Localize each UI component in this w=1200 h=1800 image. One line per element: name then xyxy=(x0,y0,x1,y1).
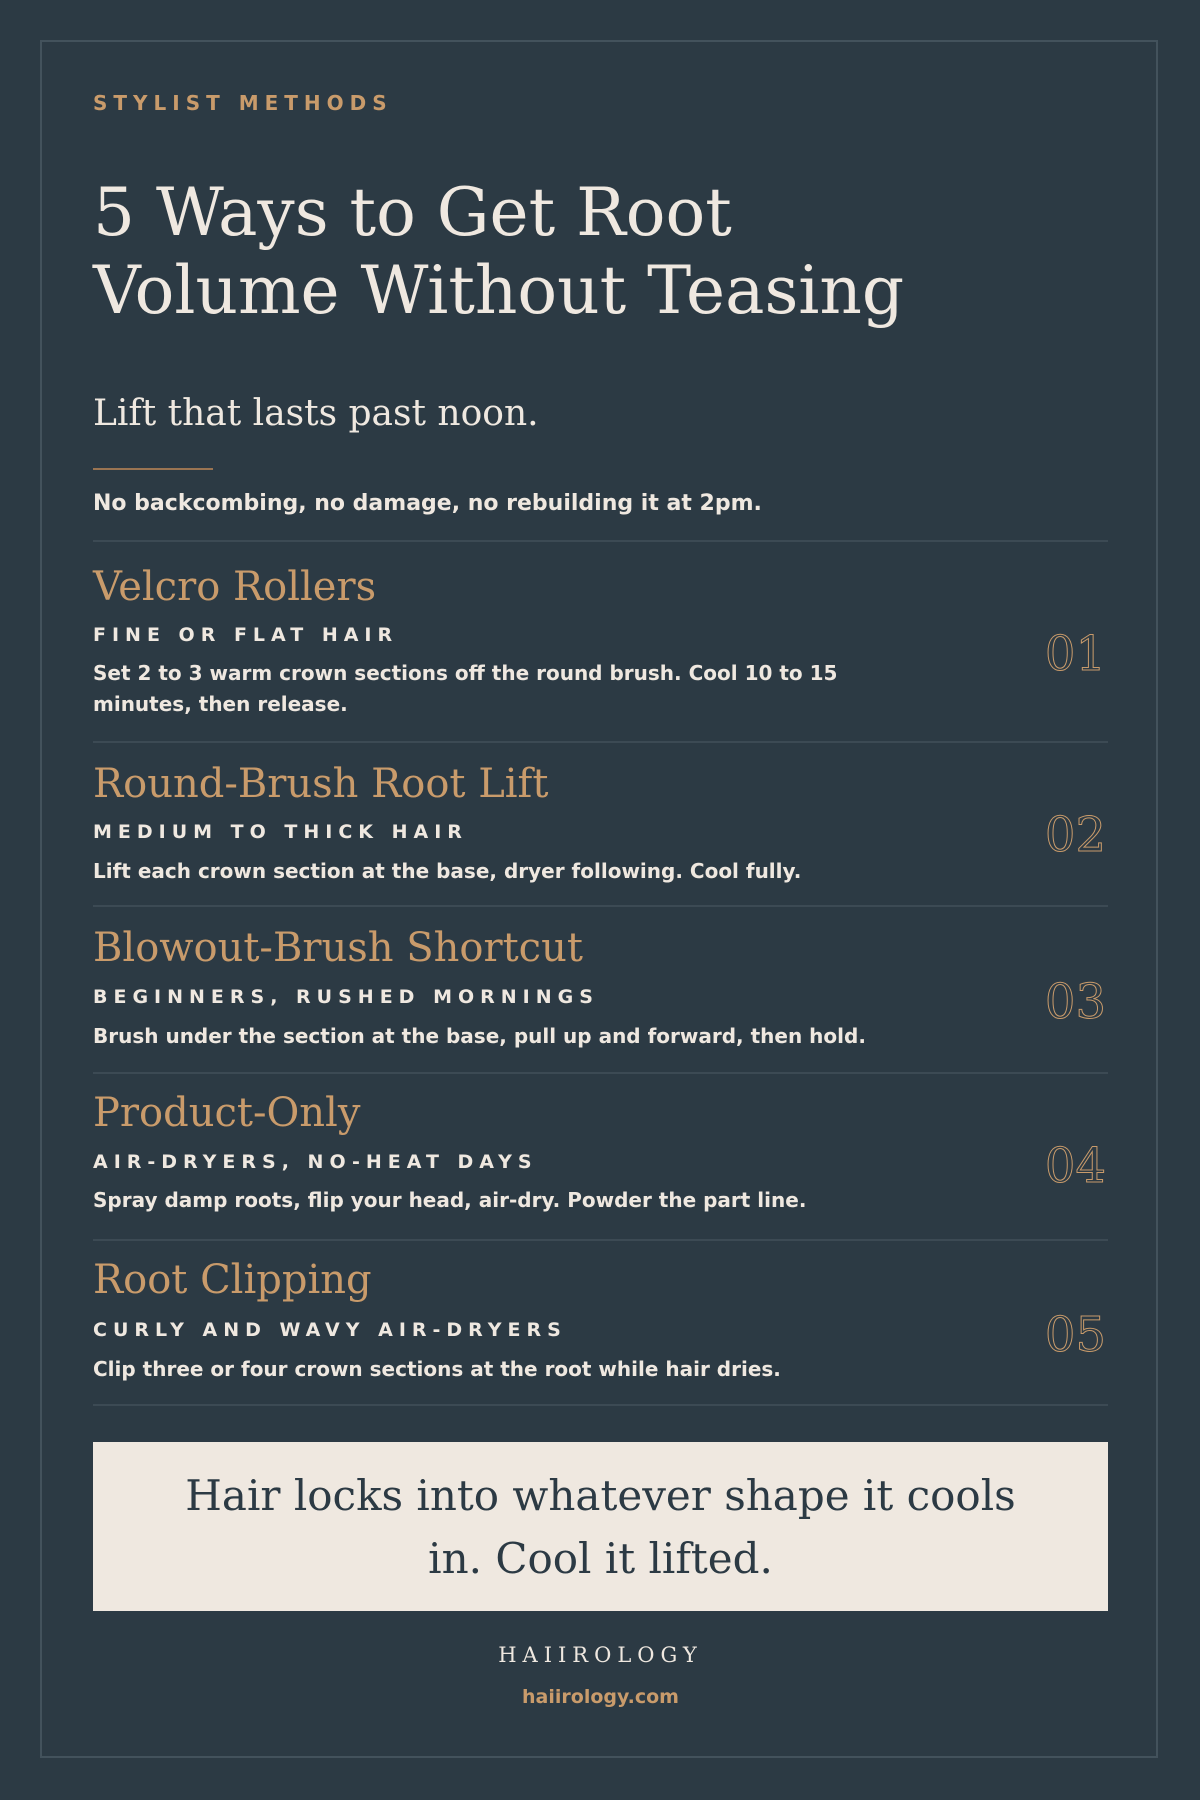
method-item-4 xyxy=(93,1072,1108,1241)
method-tag: AIR-DRYERS, NO-HEAT DAYS xyxy=(93,1151,538,1173)
method-title: Root Clipping xyxy=(93,1257,372,1303)
method-description: Lift each crown section at the base, dryer following. Cool fully. xyxy=(93,859,802,883)
subtitle: Lift that lasts past noon. xyxy=(93,393,539,434)
method-description: Set 2 to 3 warm crown sections off the round brush. Cool 10 to 15 minutes, then release. xyxy=(93,661,838,716)
method-number: 05 xyxy=(1044,1307,1106,1363)
method-title: Blowout-Brush Shortcut xyxy=(93,925,583,971)
method-title: Product-Only xyxy=(93,1090,361,1136)
method-number: 03 xyxy=(1044,974,1106,1030)
method-item-5 xyxy=(93,1239,1108,1406)
method-item-2 xyxy=(93,741,1108,907)
title-line-2: Volume Without Teasing xyxy=(93,252,905,329)
method-number: 01 xyxy=(1044,626,1106,682)
brand-name: HAIIROLOGY xyxy=(498,1643,703,1667)
method-number: 04 xyxy=(1044,1138,1106,1194)
method-tag: FINE OR FLAT HAIR xyxy=(93,624,399,646)
method-tag: CURLY AND WAVY AIR-DRYERS xyxy=(93,1319,567,1341)
intro-text: No backcombing, no damage, no rebuilding it at 2pm. xyxy=(93,491,762,516)
callout-box xyxy=(93,1442,1108,1611)
method-description: Spray damp roots, flip your head, air-dry. Powder the part line. xyxy=(93,1188,807,1212)
method-description: Brush under the section at the base, pull up and forward, then hold. xyxy=(93,1024,866,1048)
method-tag: MEDIUM TO THICK HAIR xyxy=(93,821,468,843)
method-description: Clip three or four crown sections at the root while hair dries. xyxy=(93,1357,781,1381)
method-item-1 xyxy=(93,540,1108,743)
method-title: Round-Brush Root Lift xyxy=(93,761,549,807)
title-line-1: 5 Ways to Get Root xyxy=(93,174,732,251)
website-link[interactable]: haiirology.com xyxy=(522,1686,679,1708)
method-title: Velcro Rollers xyxy=(93,564,377,610)
method-item-3 xyxy=(93,905,1108,1074)
method-number: 02 xyxy=(1044,807,1106,863)
method-tag: BEGINNERS, RUSHED MORNINGS xyxy=(93,986,599,1008)
callout-quote: Hair locks into whatever shape it cools in. Cool it lifted. xyxy=(185,1470,1016,1583)
accent-divider xyxy=(93,468,213,470)
eyebrow-label: STYLIST METHODS xyxy=(93,91,393,115)
page-title xyxy=(93,174,904,330)
